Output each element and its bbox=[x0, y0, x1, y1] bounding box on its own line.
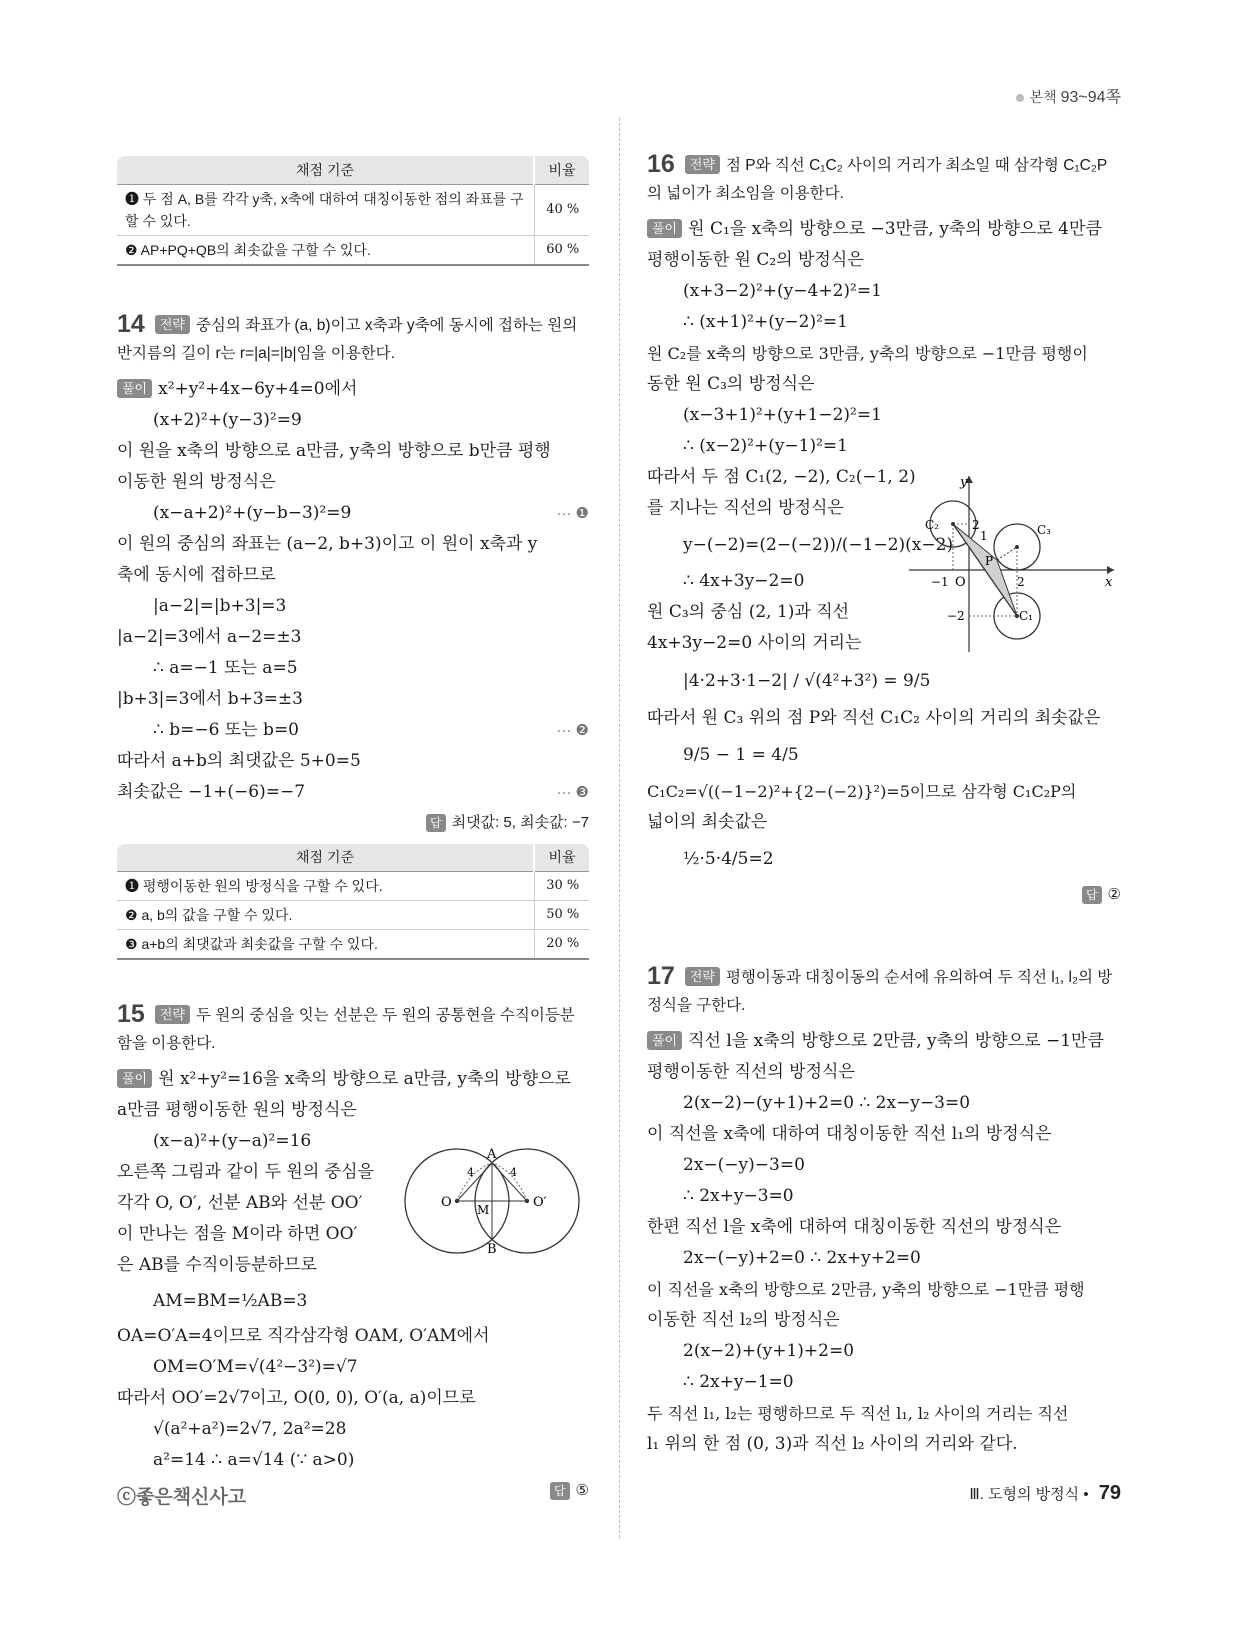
solution-line: C₁C₂=√((−1−2)²+{2−(−2)}²)=5이므로 삼각형 C₁C₂P의 bbox=[647, 782, 1077, 801]
table-row bbox=[117, 930, 589, 960]
solution-line: ∴ 2x+y−3=0 bbox=[683, 1186, 794, 1206]
criteria-header: 채점 기준 bbox=[117, 156, 534, 184]
label-m: M bbox=[477, 1203, 490, 1217]
question-16-solution bbox=[647, 214, 1121, 880]
solution-line: ∴ 4x+3y−2=0 bbox=[683, 571, 805, 591]
solution-line: 은 AB를 수직이등분하므로 bbox=[117, 1255, 317, 1275]
criteria-cell: ❶ 두 점 A, B를 각각 y축, x축에 대하여 대칭이동한 점의 좌표를 구할 수 있다. bbox=[117, 184, 534, 235]
solution-tag: 풀이 bbox=[117, 1069, 152, 1088]
question-14-solution bbox=[117, 374, 589, 808]
solution-line: 동한 원 C₃의 방정식은 bbox=[647, 374, 815, 394]
solution-line: |a−2|=|b+3|=3 bbox=[153, 595, 287, 616]
strategy-tag: 전략 bbox=[685, 967, 720, 986]
point-c1-label: C₁ bbox=[1019, 609, 1033, 623]
table-row bbox=[117, 872, 589, 901]
solution-line: l₁ 위의 한 점 (0, 3)과 직선 l₂ 사이의 거리와 같다. bbox=[647, 1434, 1018, 1454]
solution-line: 따라서 두 점 C₁(2, −2), C₂(−1, 2) bbox=[647, 467, 916, 487]
rate-header: 비율 bbox=[534, 844, 589, 872]
chapter-title: Ⅲ. 도형의 방정식 bbox=[969, 1486, 1080, 1503]
left-column bbox=[117, 150, 589, 1506]
column-divider bbox=[619, 118, 620, 1538]
solution-tag: 풀이 bbox=[117, 379, 152, 398]
solution-line: 따라서 a+b의 최댓값은 5+0=5 bbox=[117, 750, 361, 771]
criteria-cell: ❸ a+b의 최댓값과 최솟값을 구할 수 있다. bbox=[117, 930, 534, 960]
grading-table-14 bbox=[117, 844, 589, 961]
solution-line: 오른쪽 그림과 같이 두 원의 중심을 bbox=[117, 1162, 374, 1182]
label-o: O bbox=[441, 1195, 452, 1210]
strategy-text: 점 P와 직선 C₁C₂ 사이의 거리가 최소일 때 삼각형 C₁C₂P의 넓이가 최소임을 이용한다. bbox=[647, 157, 1108, 202]
solution-line: 이 만나는 점을 M이라 하면 OO′ bbox=[117, 1224, 358, 1244]
coordinate-graph bbox=[909, 474, 1119, 654]
tick-label: 2 bbox=[1017, 575, 1025, 589]
tick-label: 2 bbox=[972, 518, 980, 532]
solution-line: ∴ (x−2)²+(y−1)²=1 bbox=[683, 436, 848, 456]
answer-text: 최댓값: 5, 최솟값: −7 bbox=[451, 813, 589, 831]
table-row bbox=[117, 184, 589, 235]
solution-tag: 풀이 bbox=[647, 1031, 682, 1050]
answer-text: ② bbox=[1107, 886, 1121, 903]
tick-label: −2 bbox=[947, 609, 965, 623]
solution-line: (x−a+2)²+(y−b−3)²=9 bbox=[153, 502, 352, 523]
solution-line: x²+y²+4x−6y+4=0에서 bbox=[158, 378, 358, 399]
solution-line: ∴ (x+1)²+(y−2)²=1 bbox=[683, 312, 848, 332]
solution-line: 이 직선을 x축의 방향으로 2만큼, y축의 방향으로 −1만큼 평행 bbox=[647, 1280, 1085, 1299]
answer-tag: 답 bbox=[426, 814, 446, 832]
book-label: 본책 bbox=[1029, 89, 1057, 105]
tick-label: 1 bbox=[980, 529, 988, 543]
solution-line: 2x−(−y)+2=0 ∴ 2x+y+2=0 bbox=[683, 1248, 921, 1268]
solution-line: 이 직선을 x축에 대하여 대칭이동한 직선 l₁의 방정식은 bbox=[647, 1124, 1052, 1144]
solution-line: 평행이동한 원 C₂의 방정식은 bbox=[647, 250, 864, 270]
question-number: 17 bbox=[647, 962, 675, 990]
rate-cell: 30 % bbox=[534, 872, 589, 901]
solution-line: 2x−(−y)−3=0 bbox=[683, 1155, 805, 1175]
label-o-prime: O′ bbox=[533, 1195, 547, 1210]
solution-line: 따라서 OO′=2√7이고, O(0, 0), O′(a, a)이므로 bbox=[117, 1388, 476, 1408]
solution-line: 평행이동한 직선의 방정식은 bbox=[647, 1062, 855, 1082]
strategy-tag: 전략 bbox=[155, 1005, 190, 1024]
point-p-label: P bbox=[985, 554, 994, 568]
rate-cell: 20 % bbox=[534, 930, 589, 960]
strategy-text: 평행이동과 대칭이동의 순서에 유의하여 두 직선 l₁, l₂의 방정식을 구한다. bbox=[647, 969, 1113, 1014]
solution-line: 4x+3y−2=0 사이의 거리는 bbox=[647, 633, 862, 653]
question-17-solution bbox=[647, 1026, 1121, 1460]
solution-line: 최솟값은 −1+(−6)=−7 bbox=[117, 781, 306, 802]
solution-line: OA=O′A=4이므로 직각삼각형 OAM, O′AM에서 bbox=[117, 1326, 490, 1346]
strategy-tag: 전략 bbox=[155, 315, 190, 334]
solution-line: ∴ b=−6 또는 b=0 bbox=[153, 719, 300, 740]
solution-line: √(a²+a²)=2√7, 2a²=28 bbox=[153, 1419, 347, 1439]
solution-line: 직선 l을 x축의 방향으로 2만큼, y축의 방향으로 −1만큼 bbox=[688, 1031, 1104, 1051]
question-number: 14 bbox=[117, 309, 145, 338]
step-mark: ··· ❶ bbox=[556, 504, 589, 522]
solution-tag: 풀이 bbox=[647, 219, 682, 238]
bullet-icon bbox=[1016, 94, 1024, 102]
question-15-strategy bbox=[117, 1000, 589, 1058]
solution-line: ∴ 2x+y−1=0 bbox=[683, 1372, 794, 1392]
strategy-tag: 전략 bbox=[685, 155, 720, 174]
solution-line: 를 지나는 직선의 방정식은 bbox=[647, 498, 844, 518]
question-14-strategy bbox=[117, 310, 589, 368]
label-radius: 4 bbox=[510, 1166, 517, 1179]
publisher-logo: ⓒ좋은책신사고 bbox=[117, 1487, 247, 1508]
label-radius: 4 bbox=[467, 1166, 474, 1179]
solution-line: y−(−2)=(2−(−2))/(−1−2)(x−2) bbox=[683, 535, 954, 555]
criteria-cell: ❶ 평행이동한 원의 방정식을 구할 수 있다. bbox=[117, 872, 534, 901]
solution-line: a²=14 ∴ a=√14 (∵ a>0) bbox=[153, 1450, 355, 1470]
answer-tag: 답 bbox=[1082, 886, 1102, 904]
solution-line: |b+3|=3에서 b+3=±3 bbox=[117, 688, 303, 709]
solution-line: OM=O′M=√(4²−3²)=√7 bbox=[153, 1357, 358, 1377]
question-16-answer bbox=[647, 880, 1121, 910]
point-c2-label: C₂ bbox=[925, 518, 939, 532]
solution-line: 원 C₂를 x축의 방향으로 3만큼, y축의 방향으로 −1만큼 평행이 bbox=[647, 344, 1088, 363]
two-circles-figure bbox=[397, 1146, 587, 1256]
tick-label: −1 bbox=[931, 575, 949, 589]
label-b: B bbox=[487, 1242, 497, 1256]
solution-line: 이동한 직선 l₂의 방정식은 bbox=[647, 1310, 840, 1330]
point-c3-label: C₃ bbox=[1037, 523, 1051, 537]
label-a: A bbox=[487, 1147, 497, 1162]
solution-line: |4·2+3·1−2| / √(4²+3²) = 9/5 bbox=[683, 671, 931, 691]
solution-line: 원 C₃의 중심 (2, 1)과 직선 bbox=[647, 602, 850, 622]
solution-line: AM=BM=½AB=3 bbox=[153, 1291, 308, 1311]
rate-header: 비율 bbox=[534, 156, 589, 184]
rate-cell: 60 % bbox=[534, 235, 589, 265]
origin-label: O bbox=[955, 575, 966, 590]
axis-x-label: x bbox=[1105, 575, 1113, 590]
solution-line: a만큼 평행이동한 원의 방정식은 bbox=[117, 1100, 357, 1120]
question-number: 16 bbox=[647, 150, 675, 178]
criteria-cell: ❷ a, b의 값을 구할 수 있다. bbox=[117, 901, 534, 930]
step-mark: ··· ❸ bbox=[556, 783, 589, 801]
solution-line: 9/5 − 1 = 4/5 bbox=[683, 745, 799, 765]
criteria-cell: ❷ AP+PQ+QB의 최솟값을 구할 수 있다. bbox=[117, 235, 534, 265]
table-row bbox=[117, 235, 589, 265]
solution-line: 원 C₁을 x축의 방향으로 −3만큼, y축의 방향으로 4만큼 bbox=[688, 219, 1102, 239]
solution-line: 두 직선 l₁, l₂는 평행하므로 두 직선 l₁, l₂ 사이의 거리는 직선 bbox=[647, 1404, 1069, 1423]
solution-line: (x+3−2)²+(y−4+2)²=1 bbox=[683, 281, 882, 301]
answer-text: ⑤ bbox=[575, 1482, 589, 1499]
solution-line: 이 원을 x축의 방향으로 a만큼, y축의 방향으로 b만큼 평행 bbox=[117, 440, 551, 461]
solution-line: 넓이의 최솟값은 bbox=[647, 812, 768, 832]
strategy-text: 두 원의 중심을 잇는 선분은 두 원의 공통현을 수직이등분함을 이용한다. bbox=[117, 1007, 575, 1052]
solution-line: 따라서 원 C₃ 위의 점 P와 직선 C₁C₂ 사이의 거리의 최솟값은 bbox=[647, 708, 1101, 728]
step-mark: ··· ❷ bbox=[556, 721, 589, 739]
question-number: 15 bbox=[117, 1000, 145, 1028]
page-footer: Ⅲ. 도형의 방정식 • 79 bbox=[969, 1482, 1121, 1504]
solution-line: 2(x−2)−(y+1)+2=0 ∴ 2x−y−3=0 bbox=[683, 1093, 971, 1113]
question-14-answer bbox=[117, 808, 589, 838]
page-reference bbox=[1016, 84, 1121, 107]
answer-tag: 답 bbox=[550, 1482, 570, 1500]
solution-line: (x−3+1)²+(y+1−2)²=1 bbox=[683, 405, 882, 425]
table-row bbox=[117, 901, 589, 930]
solution-line: ∴ a=−1 또는 a=5 bbox=[153, 657, 298, 678]
solution-line: (x−a)²+(y−a)²=16 bbox=[153, 1131, 312, 1151]
rate-cell: 40 % bbox=[534, 184, 589, 235]
solution-line: |a−2|=3에서 a−2=±3 bbox=[117, 626, 302, 647]
solution-line: 한편 직선 l을 x축에 대하여 대칭이동한 직선의 방정식은 bbox=[647, 1217, 1062, 1237]
solution-line: (x+2)²+(y−3)²=9 bbox=[153, 409, 302, 430]
solution-line: 각각 O, O′, 선분 AB와 선분 OO′ bbox=[117, 1193, 363, 1213]
question-16-strategy bbox=[647, 150, 1121, 208]
solution-line: 이동한 원의 방정식은 bbox=[117, 471, 276, 492]
grading-table-13 bbox=[117, 156, 589, 266]
question-15-solution bbox=[117, 1064, 589, 1476]
solution-line: 원 x²+y²=16을 x축의 방향으로 a만큼, y축의 방향으로 bbox=[158, 1069, 571, 1089]
solution-line: 이 원의 중심의 좌표는 (a−2, b+3)이고 이 원이 x축과 y bbox=[117, 533, 538, 554]
rate-cell: 50 % bbox=[534, 901, 589, 930]
solution-line: 축에 동시에 접하므로 bbox=[117, 564, 276, 585]
question-17-strategy bbox=[647, 962, 1121, 1020]
page-number: 79 bbox=[1098, 1482, 1121, 1504]
right-column bbox=[647, 150, 1121, 1460]
solution-line: 2(x−2)+(y+1)+2=0 bbox=[683, 1341, 855, 1361]
page-range: 93~94쪽 bbox=[1060, 89, 1121, 106]
solution-line: ½·5·4/5=2 bbox=[683, 849, 774, 869]
strategy-text: 중심의 좌표가 (a, b)이고 x축과 y축에 동시에 접하는 원의 반지름의 길이 r는 r=|a|=|b|임을 이용한다. bbox=[117, 316, 578, 362]
axis-y-label: y bbox=[960, 475, 968, 490]
criteria-header: 채점 기준 bbox=[117, 844, 534, 872]
